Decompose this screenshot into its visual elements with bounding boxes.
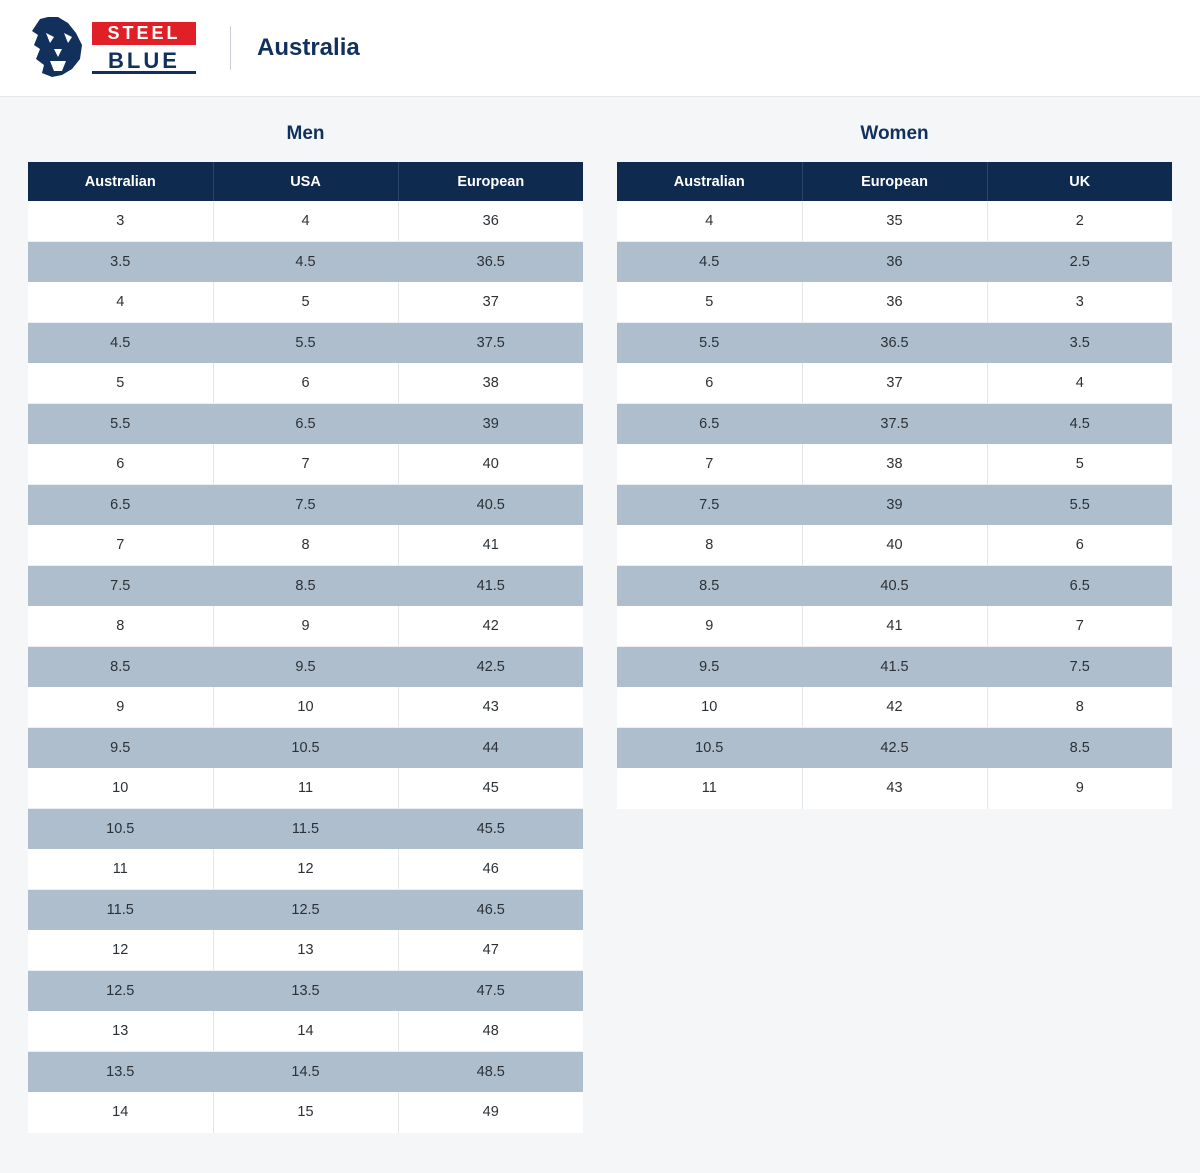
table-cell: 9.5 (617, 647, 802, 688)
table-cell: 10 (617, 687, 802, 728)
table-row (28, 728, 583, 769)
table-row (28, 444, 583, 485)
table-cell: 40 (802, 525, 987, 566)
table-cell: 11 (617, 768, 802, 809)
table-cell: 39 (398, 404, 583, 445)
table-row (617, 728, 1172, 769)
table-cell: 3 (987, 282, 1172, 323)
table-cell: 39 (802, 485, 987, 526)
table-cell: 5.5 (28, 404, 213, 445)
table-cell: 8.5 (213, 566, 398, 607)
table-cell: 6 (213, 363, 398, 404)
column-header-uk: UK (987, 162, 1172, 201)
table-row (28, 363, 583, 404)
table-cell: 48 (398, 1011, 583, 1052)
table-cell: 4 (617, 201, 802, 242)
table-cell: 37 (802, 363, 987, 404)
column-header-australian: Australian (28, 162, 213, 201)
table-cell: 9 (213, 606, 398, 647)
table-cell: 43 (802, 768, 987, 809)
table-row (617, 201, 1172, 242)
table-cell: 8.5 (987, 728, 1172, 769)
table-cell: 6 (617, 363, 802, 404)
table-row (28, 890, 583, 931)
table-row (28, 566, 583, 607)
table-cell: 41.5 (802, 647, 987, 688)
table-row (617, 282, 1172, 323)
table-cell: 8 (617, 525, 802, 566)
table-cell: 41 (398, 525, 583, 566)
table-row (617, 404, 1172, 445)
table-cell: 7 (28, 525, 213, 566)
men-size-table-block (28, 123, 583, 1133)
table-row (617, 647, 1172, 688)
table-cell: 14 (213, 1011, 398, 1052)
table-cell: 3 (28, 201, 213, 242)
table-cell: 6.5 (987, 566, 1172, 607)
table-cell: 11.5 (28, 890, 213, 931)
table-row (617, 525, 1172, 566)
table-cell: 41.5 (398, 566, 583, 607)
page-title: Australia (257, 34, 360, 61)
table-row (617, 363, 1172, 404)
table-cell: 45.5 (398, 809, 583, 850)
table-cell: 8.5 (28, 647, 213, 688)
table-cell: 45 (398, 768, 583, 809)
table-row (617, 687, 1172, 728)
table-cell: 2.5 (987, 242, 1172, 283)
table-cell: 46.5 (398, 890, 583, 931)
table-cell: 13.5 (28, 1052, 213, 1093)
table-cell: 14.5 (213, 1052, 398, 1093)
table-cell: 47.5 (398, 971, 583, 1012)
men-table-caption: Men (286, 123, 325, 144)
table-row (28, 201, 583, 242)
table-cell: 7.5 (28, 566, 213, 607)
logo-wordmark (92, 22, 196, 74)
table-cell: 5 (617, 282, 802, 323)
table-cell: 44 (398, 728, 583, 769)
table-cell: 9 (617, 606, 802, 647)
column-header-european: European (802, 162, 987, 201)
table-cell: 7.5 (213, 485, 398, 526)
table-row (28, 849, 583, 890)
table-cell: 37 (398, 282, 583, 323)
table-cell: 37.5 (802, 404, 987, 445)
table-cell: 10.5 (213, 728, 398, 769)
table-cell: 12.5 (213, 890, 398, 931)
table-cell: 12.5 (28, 971, 213, 1012)
table-row (28, 971, 583, 1012)
table-cell: 36 (802, 282, 987, 323)
table-cell: 38 (802, 444, 987, 485)
table-cell: 6 (28, 444, 213, 485)
table-row (28, 242, 583, 283)
table-cell: 4 (28, 282, 213, 323)
table-cell: 4.5 (617, 242, 802, 283)
women-table-caption: Women (860, 123, 929, 144)
table-cell: 4.5 (987, 404, 1172, 445)
steel-blue-logo (28, 15, 196, 81)
wolf-head-icon (28, 15, 86, 81)
table-cell: 4 (213, 201, 398, 242)
table-row (28, 485, 583, 526)
table-cell: 37.5 (398, 323, 583, 364)
table-row (28, 1092, 583, 1133)
women-size-table-block (617, 123, 1172, 1133)
table-row (28, 930, 583, 971)
women-size-table (617, 162, 1172, 809)
table-cell: 3.5 (987, 323, 1172, 364)
table-cell: 11.5 (213, 809, 398, 850)
table-cell: 5 (987, 444, 1172, 485)
table-cell: 41 (802, 606, 987, 647)
table-cell: 6.5 (213, 404, 398, 445)
table-header-row (617, 162, 1172, 201)
table-cell: 5.5 (213, 323, 398, 364)
table-cell: 49 (398, 1092, 583, 1133)
table-cell: 43 (398, 687, 583, 728)
table-cell: 48.5 (398, 1052, 583, 1093)
table-cell: 10.5 (28, 809, 213, 850)
table-row (28, 768, 583, 809)
table-row (617, 323, 1172, 364)
table-cell: 7.5 (987, 647, 1172, 688)
table-cell: 38 (398, 363, 583, 404)
table-cell: 42.5 (802, 728, 987, 769)
table-cell: 42 (802, 687, 987, 728)
table-cell: 12 (213, 849, 398, 890)
table-row (617, 485, 1172, 526)
table-cell: 36.5 (398, 242, 583, 283)
table-row (28, 606, 583, 647)
table-row (28, 1052, 583, 1093)
table-cell: 8 (213, 525, 398, 566)
table-row (28, 647, 583, 688)
table-cell: 11 (213, 768, 398, 809)
table-cell: 36.5 (802, 323, 987, 364)
table-cell: 8 (987, 687, 1172, 728)
table-cell: 42.5 (398, 647, 583, 688)
logo-blue-text: BLUE (92, 48, 196, 74)
table-cell: 5 (28, 363, 213, 404)
table-cell: 13.5 (213, 971, 398, 1012)
table-cell: 9.5 (213, 647, 398, 688)
table-cell: 11 (28, 849, 213, 890)
table-cell: 40.5 (398, 485, 583, 526)
table-cell: 40.5 (802, 566, 987, 607)
header-divider (230, 26, 231, 70)
table-cell: 12 (28, 930, 213, 971)
men-size-table (28, 162, 583, 1133)
table-cell: 5.5 (617, 323, 802, 364)
table-row (28, 687, 583, 728)
table-cell: 6.5 (28, 485, 213, 526)
table-cell: 13 (28, 1011, 213, 1052)
table-cell: 3.5 (28, 242, 213, 283)
table-cell: 6.5 (617, 404, 802, 445)
table-row (28, 323, 583, 364)
table-row (28, 404, 583, 445)
table-cell: 42 (398, 606, 583, 647)
table-cell: 36 (802, 242, 987, 283)
table-row (28, 525, 583, 566)
table-cell: 40 (398, 444, 583, 485)
table-cell: 5.5 (987, 485, 1172, 526)
column-header-european: European (398, 162, 583, 201)
column-header-usa: USA (213, 162, 398, 201)
table-cell: 4.5 (28, 323, 213, 364)
table-row (28, 282, 583, 323)
table-cell: 8.5 (617, 566, 802, 607)
table-row (28, 1011, 583, 1052)
table-cell: 9 (987, 768, 1172, 809)
table-cell: 7 (213, 444, 398, 485)
table-cell: 15 (213, 1092, 398, 1133)
table-cell: 36 (398, 201, 583, 242)
table-cell: 47 (398, 930, 583, 971)
table-cell: 9.5 (28, 728, 213, 769)
table-cell: 35 (802, 201, 987, 242)
table-row (617, 242, 1172, 283)
table-cell: 6 (987, 525, 1172, 566)
table-cell: 4.5 (213, 242, 398, 283)
table-row (28, 809, 583, 850)
table-cell: 7 (617, 444, 802, 485)
table-cell: 46 (398, 849, 583, 890)
table-cell: 5 (213, 282, 398, 323)
table-row (617, 768, 1172, 809)
table-cell: 2 (987, 201, 1172, 242)
logo-steel-text: STEEL (92, 22, 196, 45)
table-cell: 10 (28, 768, 213, 809)
page-header (0, 0, 1200, 97)
table-cell: 7.5 (617, 485, 802, 526)
tables-container (0, 97, 1200, 1173)
table-header-row (28, 162, 583, 201)
table-cell: 10.5 (617, 728, 802, 769)
table-row (617, 566, 1172, 607)
table-cell: 9 (28, 687, 213, 728)
table-row (617, 606, 1172, 647)
column-header-australian: Australian (617, 162, 802, 201)
table-cell: 7 (987, 606, 1172, 647)
table-cell: 14 (28, 1092, 213, 1133)
table-cell: 8 (28, 606, 213, 647)
table-cell: 13 (213, 930, 398, 971)
table-row (617, 444, 1172, 485)
table-cell: 10 (213, 687, 398, 728)
table-cell: 4 (987, 363, 1172, 404)
